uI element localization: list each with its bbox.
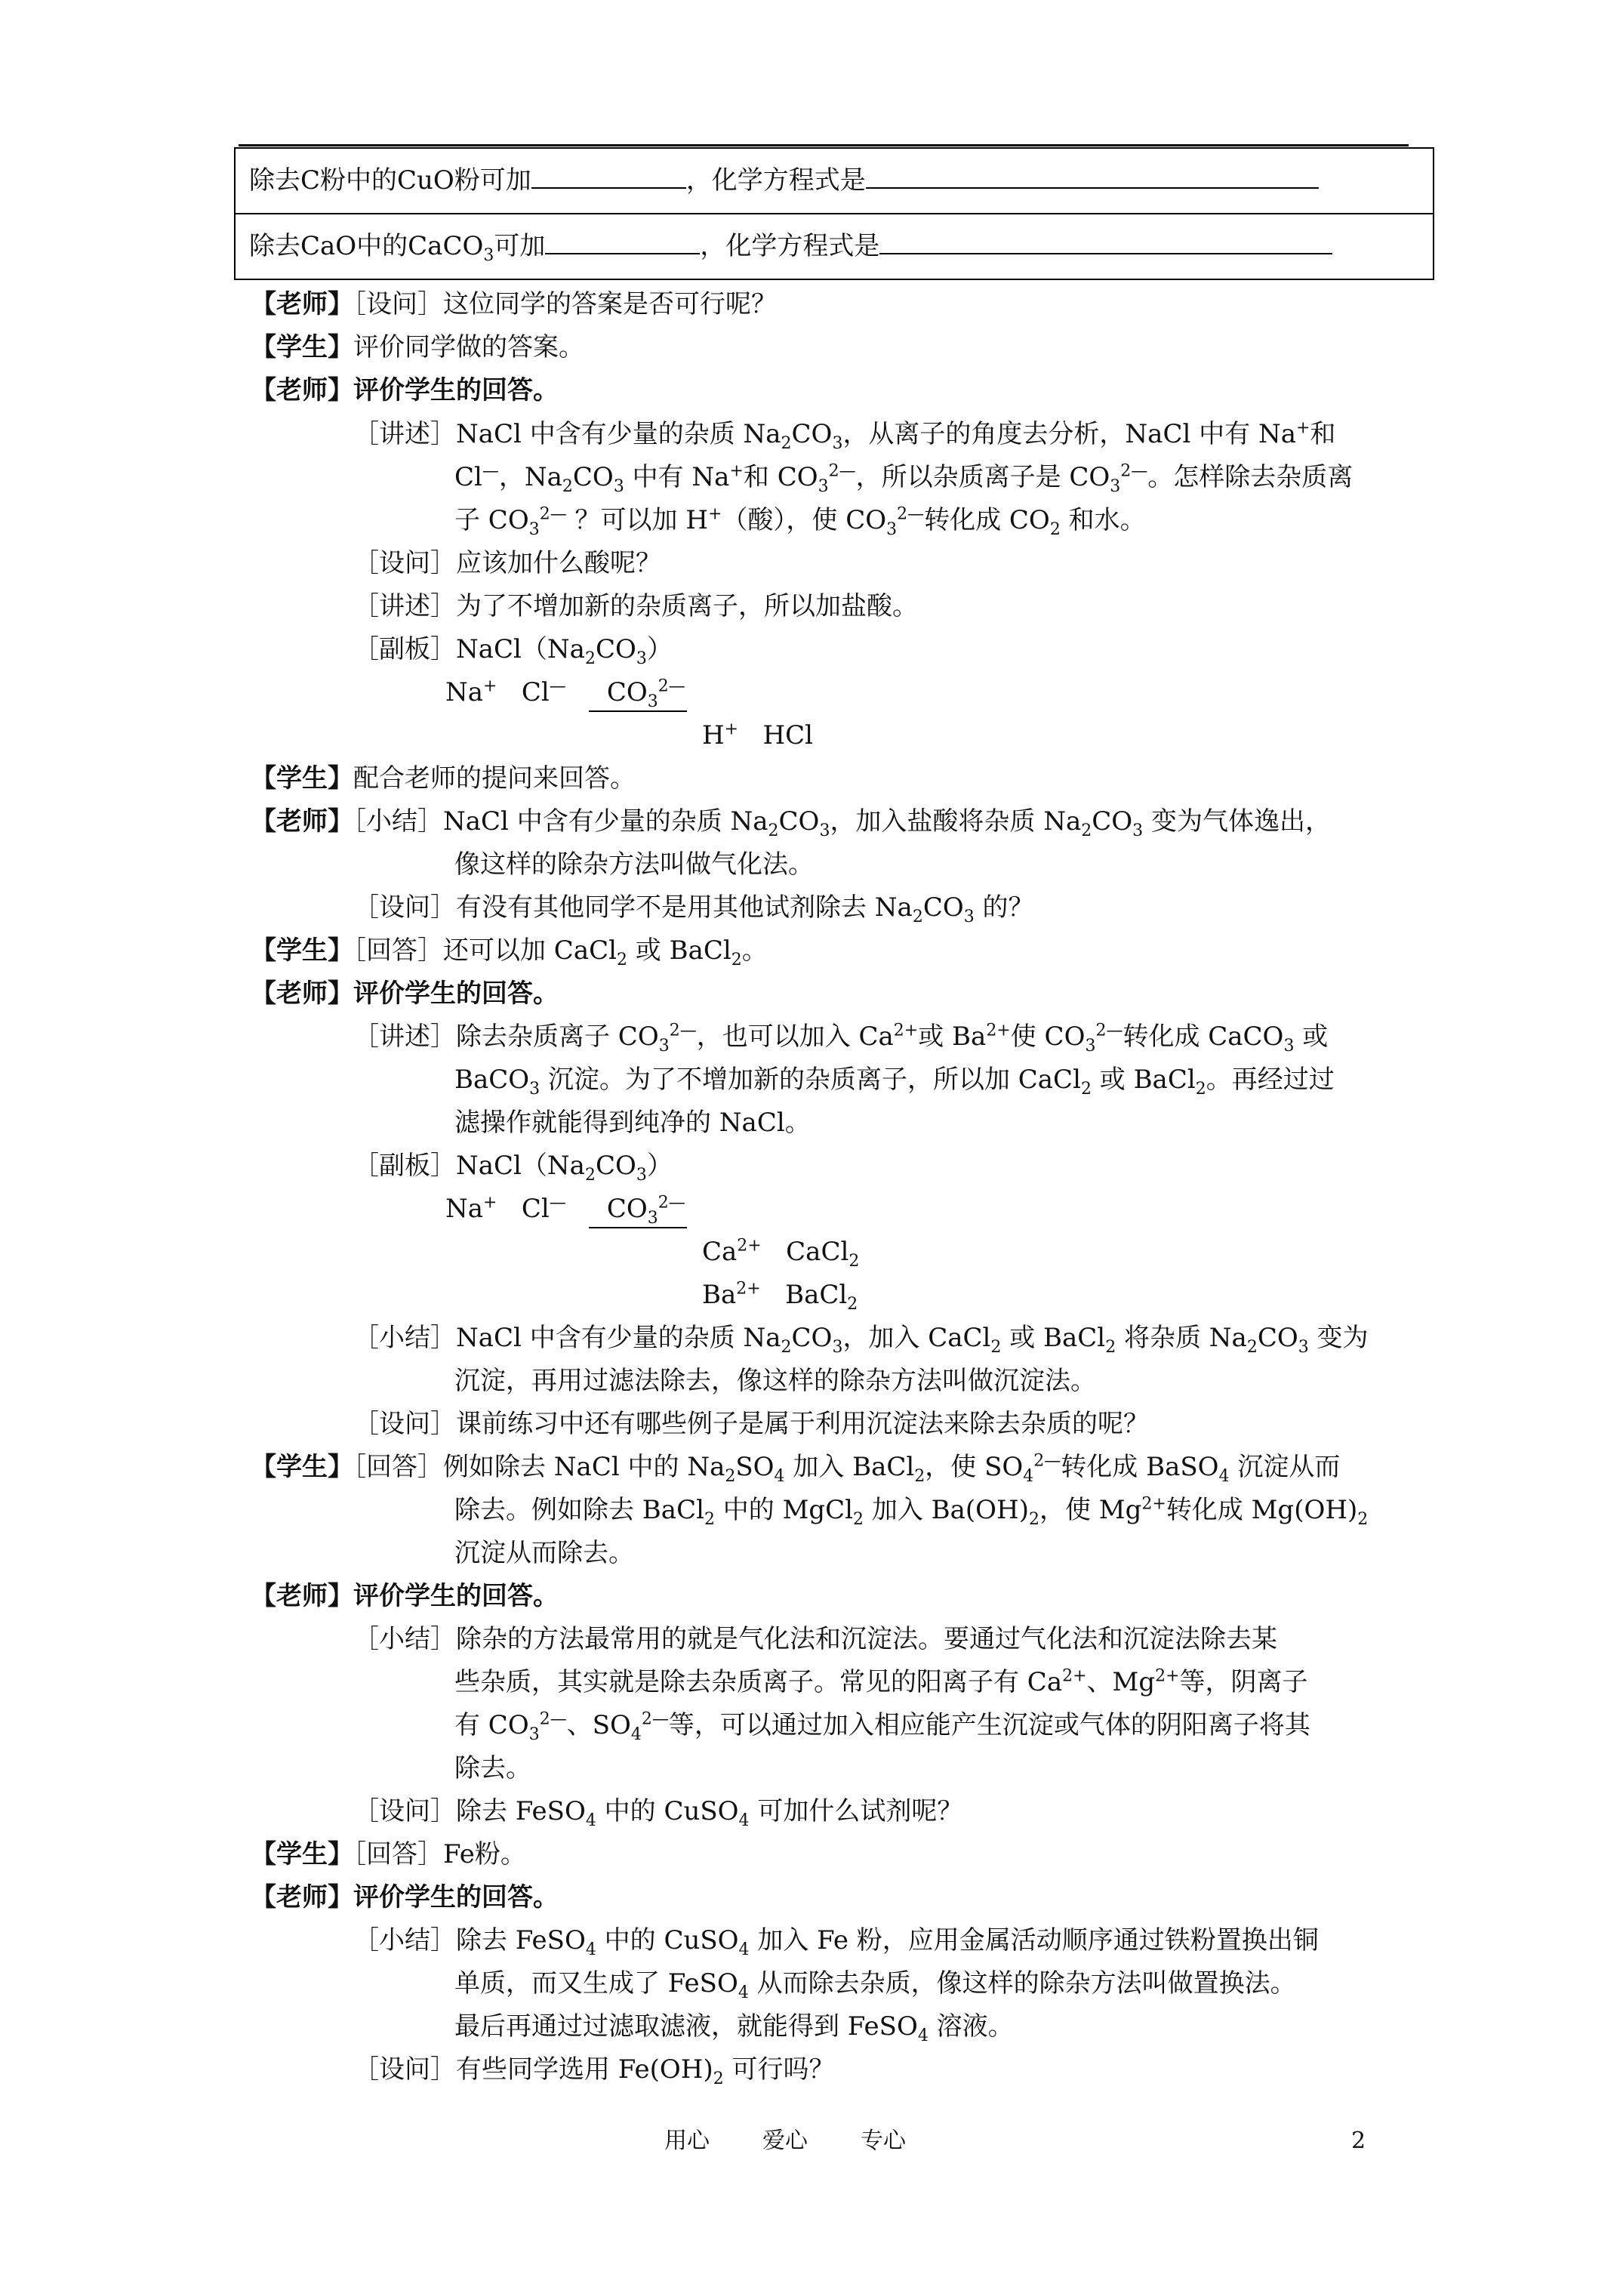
line-text: 的？ [982, 892, 1034, 923]
explain-line: 子 $CO_3^{2—}$ ？可以加 H+（酸），使 $CO_3^{2—}$转化成 $CO_2$ 和水。 [454, 504, 1146, 539]
summary-line: 像这样的除杂方法叫做气化法。 [454, 849, 814, 880]
footer-right: 专心 [861, 2128, 906, 2154]
speaker-label: 【老师】 [251, 375, 353, 405]
equation-blank[interactable] [866, 166, 1319, 189]
dialogue-line: 【老师】［小结］NaCl 中含有少量的杂质 $Na_2CO_3$，加入盐酸将杂质 $Na_2CO_3$ 变为气体逸出， [251, 806, 1331, 840]
speaker-label: 【老师】 [251, 1581, 353, 1611]
board-reagent: H+ HCl [702, 720, 814, 750]
tag-label: ［回答］ [353, 935, 443, 966]
line-text: 可加什么试剂呢？ [757, 1796, 963, 1826]
speaker-label: 【老师】 [251, 978, 353, 1009]
tag-label: ［讲述］ [353, 1022, 456, 1052]
ask-line: ［设问］有没有其他同学不是用其他试剂除去 $Na_2CO_3$ 的？ [353, 892, 1034, 926]
board-reagent: $Ca^{2+}$ CaCl$_2$ [702, 1236, 860, 1271]
line-text: 为了不增加新的杂质离子，所以加盐酸。 [456, 591, 918, 621]
board-ions: Na+ Cl— $CO_3^{2—}$ [445, 676, 685, 711]
tag-label: ［副板］ [353, 1151, 456, 1181]
table-top-rule [239, 144, 1409, 146]
tag-label: ［设问］ [353, 289, 443, 319]
speaker-label: 【学生】 [251, 1839, 353, 1869]
row2-middle: ，化学方程式是 [700, 231, 880, 261]
tag-label: ［小结］ [353, 1624, 456, 1654]
dialogue-line [251, 332, 584, 362]
line-text: 除去 [456, 1796, 507, 1826]
board-ions: Na+ Cl— $CO_3^{2—}$ [445, 1193, 685, 1228]
dialogue-line [251, 1839, 526, 1869]
dialogue-line [251, 763, 636, 794]
tag-label: ［小结］ [353, 1323, 456, 1353]
dialogue-line: 【学生】［回答］还可以加 CaCl$_2$ 或 BaCl$_2$。 [251, 935, 768, 969]
footer-mid: 爱心 [762, 2128, 808, 2154]
summary-line: ［小结］除杂的方法最常用的就是气化法和沉淀法。要通过气化法和沉淀法除去某 [353, 1624, 1277, 1654]
dialogue-line [251, 1581, 559, 1611]
summary-line: 单质，而又生成了 FeSO$_4$ 从而除去杂质，像这样的除杂方法叫做置换法。 [454, 1968, 1296, 2002]
summary-line: 沉淀，再用过滤法除去，像这样的除杂方法叫做沉淀法。 [454, 1366, 1096, 1396]
line-text: 评价学生的回答。 [353, 1581, 559, 1611]
line-text: 应该加什么酸呢？ [456, 548, 661, 578]
line-text: 这位同学的答案是否可行呢？ [443, 289, 777, 319]
ask-line: ［设问］有些同学选用 $Fe(OH)_2$ 可行吗？ [353, 2054, 835, 2088]
table-row [236, 149, 1433, 214]
ask-line: ［设问］除去 FeSO$_4$ 中的 CuSO$_4$ 可加什么试剂呢？ [353, 1796, 963, 1830]
tag-label: ［回答］ [353, 1839, 443, 1869]
line-text: 评价学生的回答。 [353, 375, 559, 405]
tag-label: ［副板］ [353, 634, 456, 664]
table-cell [249, 165, 1319, 196]
speaker-label: 【学生】 [251, 763, 353, 794]
line-text: 评价学生的回答。 [353, 978, 559, 1009]
row1-prefix: 除去C粉中的CuO粉可加 [249, 165, 531, 196]
line-text: 评价同学做的答案。 [353, 332, 584, 362]
line-text: Fe粉。 [443, 1839, 526, 1869]
speaker-label: 【学生】 [251, 935, 353, 966]
table-cell [249, 231, 1332, 265]
board-underline [589, 1227, 687, 1228]
dialogue-line [251, 289, 777, 319]
summary-line: 有 $CO_3^{2—}$、$SO_4^{2—}$等，可以通过加入相应能产生沉淀或气体的阴阳离子将其 [454, 1709, 1310, 1744]
answer-line: 除去。例如除去 BaCl$_2$ 中的 MgCl$_2$ 加入 $Ba(OH)_2$，使 $Mg^{2+}$转化成 $Mg(OH)_2$ [454, 1494, 1369, 1529]
explain-line: 滤操作就能得到纯净的 NaCl。 [454, 1108, 811, 1138]
board-reagent: $Ba^{2+}$ BaCl$_2$ [702, 1279, 858, 1314]
answer-blank[interactable] [531, 166, 686, 189]
line-text: 评价学生的回答。 [353, 1882, 559, 1912]
dialogue-line [251, 1882, 559, 1912]
board-line: ［副板$]NaCl(Na_2CO_3)$ [353, 634, 673, 668]
explain-line: Cl—，$Na_2CO_3$ 中有 Na+和 $CO_3^{2—}$，所以杂质离子是 $CO_3^{2—}$。怎样除去杂质离 [454, 461, 1354, 496]
answer-line: 沉淀从而除去。 [454, 1538, 634, 1568]
tag-label: ［设问］ [353, 1796, 456, 1826]
exercise-table [234, 147, 1434, 280]
row2-suffix: 可加 [494, 231, 546, 261]
row1-middle: ，化学方程式是 [685, 165, 866, 196]
speaker-label: 【学生】 [251, 1452, 353, 1482]
line-text: 配合老师的提问来回答。 [353, 763, 636, 794]
tag-label: ［讲述］ [353, 419, 456, 449]
explain-line: BaCO$_3$ 沉淀。为了不增加新的杂质离子，所以加 CaCl$_2$ 或 BaCl$_2$。再经过过 [454, 1065, 1335, 1099]
explain-line: ［讲述］NaCl 中含有少量的杂质 $Na_2CO_3$，从离子的角度去分析，NaCl 中有 Na+和 [353, 418, 1336, 453]
speaker-label: 【老师】 [251, 806, 353, 837]
line-text: 中的 [604, 1796, 656, 1826]
answer-blank[interactable] [545, 232, 700, 254]
summary-line: 最后再通过过滤取滤液，就能得到 FeSO$_4$ 溶液。 [454, 2011, 1014, 2045]
tag-label: ［设问］ [353, 1409, 456, 1439]
line-text: 可行吗？ [731, 2054, 835, 2085]
tag-label: ［设问］ [353, 892, 456, 923]
page-number: 2 [1351, 2128, 1366, 2154]
row2-prefix: 除去CaO中的CaCO [249, 231, 484, 261]
dialogue-line [251, 375, 559, 405]
summary-line: 除去。 [454, 1753, 531, 1783]
summary-line: ［小结］除去 FeSO$_4$ 中的 CuSO$_4$ 加入 Fe 粉，应用金属活动顺序通过铁粉置换出铜 [353, 1925, 1319, 1959]
ask-line [353, 1409, 1149, 1439]
footer-left: 用心 [664, 2128, 710, 2154]
line-text: 课前练习中还有哪些例子是属于利用沉淀法来除去杂质的呢？ [456, 1409, 1149, 1439]
tag-label: ［讲述］ [353, 591, 456, 621]
tag-label: ［设问］ [353, 548, 456, 578]
line-text: 还可以加 [443, 935, 546, 966]
dialogue-line [251, 978, 559, 1009]
board-line: ［副板$]NaCl(Na_2CO_3)$ [353, 1151, 673, 1185]
speaker-label: 【老师】 [251, 289, 353, 319]
summary-line: ［小结］NaCl 中含有少量的杂质 $Na_2CO_3$，加入 CaCl$_2$ 或 BaCl$_2$ 将杂质 $Na_2CO_3$ 变为 [353, 1323, 1369, 1357]
tag-label: ［小结］ [353, 1925, 456, 1955]
line-text: 有些同学选用 [456, 2054, 610, 2085]
row2-sub: 3 [483, 245, 494, 265]
table-row [236, 214, 1433, 280]
tag-label: ［回答］ [353, 1452, 443, 1482]
tag-label: ［设问］ [353, 2054, 456, 2085]
equation-blank[interactable] [879, 232, 1332, 254]
speaker-label: 【老师】 [251, 1882, 353, 1912]
ask-line [353, 548, 661, 578]
dialogue-line: 【学生】［回答］例如除去 NaCl 中的 $Na_2SO_4$ 加入 BaCl$_2$，使 $SO_4^{2—}$转化成 BaSO$_4$ 沉淀从而 [251, 1451, 1341, 1486]
line-text: 有没有其他同学不是用其他试剂除去 [456, 892, 867, 923]
tag-label: ［小结］ [353, 806, 443, 837]
explain-line: ［讲述］除去杂质离子 $CO_3^{2—}$，也可以加入 $Ca^{2+}$或 $Ba^{2+}$使 $CO_3^{2—}$转化成 CaCO$_3$ 或 [353, 1021, 1329, 1056]
board-underline [589, 710, 687, 712]
summary-line: 些杂质，其实就是除去杂质离子。常见的阳离子有 $Ca^{2+}$、$Mg^{2+}$等，阴离子 [454, 1666, 1308, 1697]
speaker-label: 【学生】 [251, 332, 353, 362]
explain-line [353, 591, 918, 621]
